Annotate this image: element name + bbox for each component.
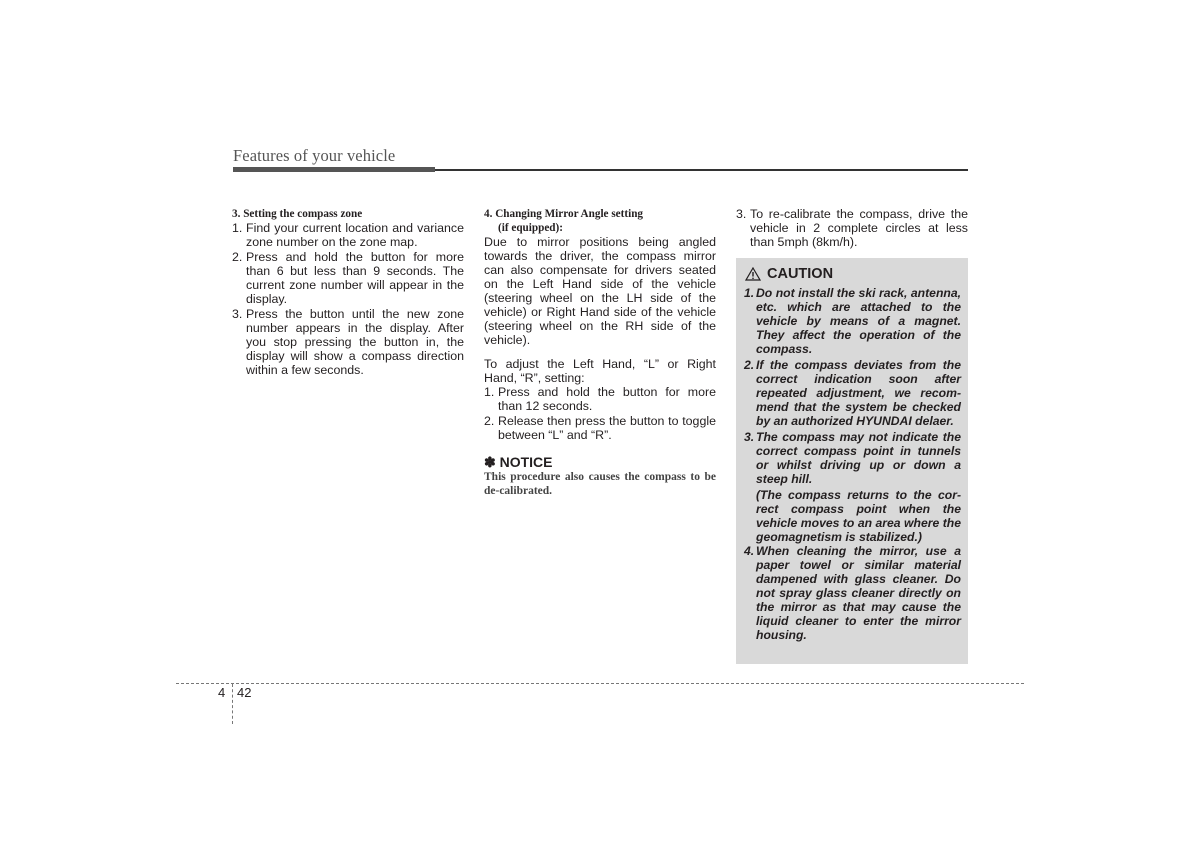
notice-text: This procedure also causes the compass to be de-calibrated. bbox=[484, 471, 716, 497]
list-item: 2. Release then press the button to toggle between “L” and “R”. bbox=[484, 414, 716, 442]
section-heading-mirror-angle: 4. Changing Mirror Angle setting (if equipped): bbox=[484, 208, 644, 234]
page-header-title: Features of your vehicle bbox=[233, 146, 396, 165]
list-item: 2. Press and hold the button for more than 6 but less than 9 seconds. The current zone number will appear in the display. bbox=[232, 250, 464, 306]
list-item: 1. Find your current location and variance zone number on the zone map. bbox=[232, 221, 464, 249]
warning-triangle-icon bbox=[745, 267, 761, 281]
paragraph: To adjust the Left Hand, “L” or Right Hand, “R”, setting: bbox=[484, 357, 716, 385]
chapter-number: 4 bbox=[218, 685, 226, 700]
caution-item: 3. The compass may not indicate the correct compass point in tunnels or whilst driving up or down a steep hill. bbox=[744, 430, 961, 486]
caution-list bbox=[744, 286, 961, 644]
column-left bbox=[232, 207, 464, 378]
caution-item: 2. If the compass deviates from the correct indication soon after repeated adjustment, we recommend that the system be checked by an authorized HYUNDAI delaer. bbox=[744, 358, 961, 428]
list-item: 1. Press and hold the button for more than 12 seconds. bbox=[484, 385, 716, 413]
list-item: 3. To re-calibrate the compass, drive the vehicle in 2 complete circles at less than 5mph (8km/h). bbox=[736, 207, 968, 249]
column-right bbox=[736, 207, 968, 250]
header-rule-accent bbox=[233, 167, 435, 172]
notice-heading: ✽ NOTICE bbox=[484, 454, 553, 470]
caution-item-note: (The compass returns to the correct compass point when the vehicle moves to an area where the geomagnetism is stabilized.) bbox=[756, 488, 961, 544]
page-number: 42 bbox=[237, 685, 252, 700]
footer-divider bbox=[232, 684, 233, 724]
caution-item: 4. When cleaning the mirror, use a paper towel or similar material dampened with glass cleaner. Do not spray glass cleaner directly on the mirror as that may cause the liquid cleaner to enter the mirror housing. bbox=[744, 544, 961, 642]
caution-heading: CAUTION bbox=[745, 266, 833, 282]
caution-box bbox=[736, 258, 968, 664]
section-heading-compass-zone: 3. Setting the compass zone bbox=[232, 208, 363, 220]
footer-rule bbox=[176, 683, 1024, 684]
list-item: 3. Press the button until the new zone number appears in the display. After you stop pressing the button in, the display will show a compass direction within a few seconds. bbox=[232, 307, 464, 377]
paragraph: Due to mirror positions being angled towards the driver, the compass mirror can also compensate for drivers seated on the Left Hand side of the vehicle (steering wheel on the LH side of the vehicle) or Right Hand side of the vehicle (steering wheel on the RH side of the vehicle). bbox=[484, 235, 716, 347]
column-middle bbox=[484, 207, 716, 498]
caution-item: 1. Do not install the ski rack, antenna, etc. which are attached to the vehicle by means of a magnet. They affect the operation of the compass. bbox=[744, 286, 961, 356]
